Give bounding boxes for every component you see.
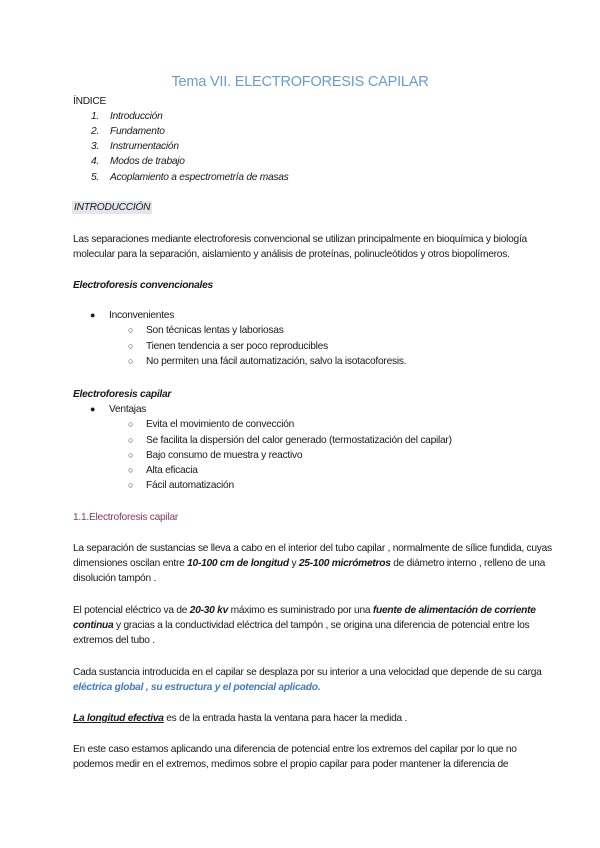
index-item-number: 3. bbox=[91, 141, 99, 152]
index-item-number: 5. bbox=[91, 172, 99, 183]
bullet-icon: ● bbox=[90, 404, 96, 414]
underlined-term: La longitud efectiva bbox=[73, 713, 164, 724]
paragraph-line bbox=[73, 618, 529, 633]
cap-item: Alta eficacia bbox=[146, 465, 198, 476]
index-item bbox=[91, 170, 289, 185]
circle-bullet-icon: ○ bbox=[128, 465, 134, 475]
index-item-label: Acoplamiento a espectrometría de masas bbox=[110, 172, 289, 183]
bullet-icon: ● bbox=[90, 310, 96, 320]
intro-heading bbox=[72, 200, 152, 215]
conv-item: Son técnicas lentas y laboriosas bbox=[146, 325, 284, 336]
emphasis-text: continua bbox=[73, 620, 114, 631]
intro-paragraph-line: molecular para la separación, aislamiento y análisis de proteínas, polinucleótidos y otros biopolímeros. bbox=[73, 249, 510, 260]
circle-bullet-icon: ○ bbox=[128, 480, 134, 490]
index-item-label: Fundamento bbox=[110, 126, 165, 137]
circle-bullet-icon: ○ bbox=[128, 450, 134, 460]
paragraph-line: La separación de sustancias se lleva a cabo en el interior del tubo capilar , normalmente de sílice fundida, cuyas bbox=[73, 543, 552, 554]
paragraph-line: disolución tampón . bbox=[73, 573, 157, 584]
index-item-number: 4. bbox=[91, 156, 99, 167]
conv-heading: Electroforesis convencionales bbox=[73, 280, 213, 291]
circle-bullet-icon: ○ bbox=[128, 325, 134, 335]
intro-paragraph-line: Las separaciones mediante electroforesis convencional se utilizan principalmente en bioquímica y biología bbox=[73, 234, 527, 245]
index-item-label: Introducción bbox=[110, 111, 163, 122]
text-run: máximo es suministrado por una bbox=[228, 605, 373, 616]
paragraph-line: extremos del tubo . bbox=[73, 635, 155, 646]
index-item bbox=[91, 109, 163, 124]
section-subheading: 1.1.Electroforesis capilar bbox=[73, 512, 179, 523]
paragraph-line bbox=[73, 711, 407, 726]
paragraph-line: podemos medir en el extremos, medimos sobre el propio capilar para poder mantener la diferencia de bbox=[73, 759, 509, 770]
cap-heading: Electroforesis capilar bbox=[73, 389, 172, 400]
cap-item: Fácil automatización bbox=[146, 480, 234, 491]
conv-item: Tienen tendencia a ser poco reproducibles bbox=[146, 341, 328, 352]
circle-bullet-icon: ○ bbox=[128, 435, 134, 445]
cap-item: Bajo consumo de muestra y reactivo bbox=[146, 450, 303, 461]
conv-bullet-label: Inconvenientes bbox=[109, 310, 175, 321]
paragraph-line bbox=[73, 556, 545, 571]
cap-item: Se facilita la dispersión del calor generado (termostatización del capilar) bbox=[146, 435, 452, 446]
index-item-number: 2. bbox=[91, 126, 99, 137]
circle-bullet-icon: ○ bbox=[128, 356, 134, 366]
index-heading: ÍNDICE bbox=[73, 96, 107, 107]
text-run: dimensiones oscilan entre bbox=[73, 558, 188, 569]
conv-item: No permiten una fácil automatización, salvo la isotacoforesis. bbox=[146, 356, 407, 367]
text-run: y bbox=[288, 558, 299, 569]
index-item-number: 1. bbox=[91, 111, 99, 122]
text-run: y gracias a la conductividad eléctrica del tampón , se origina una diferencia de potencial entre los bbox=[113, 620, 530, 631]
paragraph-line: En este caso estamos aplicando una diferencia de potencial entre los extremos del capilar por lo que no bbox=[73, 744, 517, 755]
index-item bbox=[91, 124, 165, 139]
index-item-label: Modos de trabajo bbox=[110, 156, 185, 167]
text-run: es de la entrada hasta la ventana para hacer la medida . bbox=[163, 713, 408, 724]
emphasis-text: fuente de alimentación de corriente bbox=[372, 605, 536, 616]
paragraph-line bbox=[73, 603, 536, 618]
paragraph-line: Cada sustancia introducida en el capilar se desplaza por su interior a una velocidad que depende de su carga bbox=[73, 667, 542, 678]
index-item bbox=[91, 139, 179, 154]
text-run: de diámetro interno , relleno de una bbox=[390, 558, 546, 569]
emphasis-text: 25-100 micrómetros bbox=[298, 558, 391, 569]
emphasis-text: 20-30 kv bbox=[189, 605, 228, 616]
text-run: El potencial eléctrico va de bbox=[73, 605, 190, 616]
page-title: Tema VII. ELECTROFORESIS CAPILAR bbox=[171, 74, 429, 90]
cap-bullet-label: Ventajas bbox=[109, 404, 147, 415]
intro-heading-text: INTRODUCCIÓN bbox=[74, 202, 151, 213]
cap-item: Evita el movimiento de convección bbox=[146, 419, 295, 430]
circle-bullet-icon: ○ bbox=[128, 419, 134, 429]
emphasis-text: 10-100 cm de longitud bbox=[187, 558, 289, 569]
index-item-label: Instrumentación bbox=[110, 141, 179, 152]
index-item bbox=[91, 154, 185, 169]
circle-bullet-icon: ○ bbox=[128, 341, 134, 351]
emphasis-line: eléctrica global , su estructura y el potencial aplicado. bbox=[73, 682, 321, 693]
